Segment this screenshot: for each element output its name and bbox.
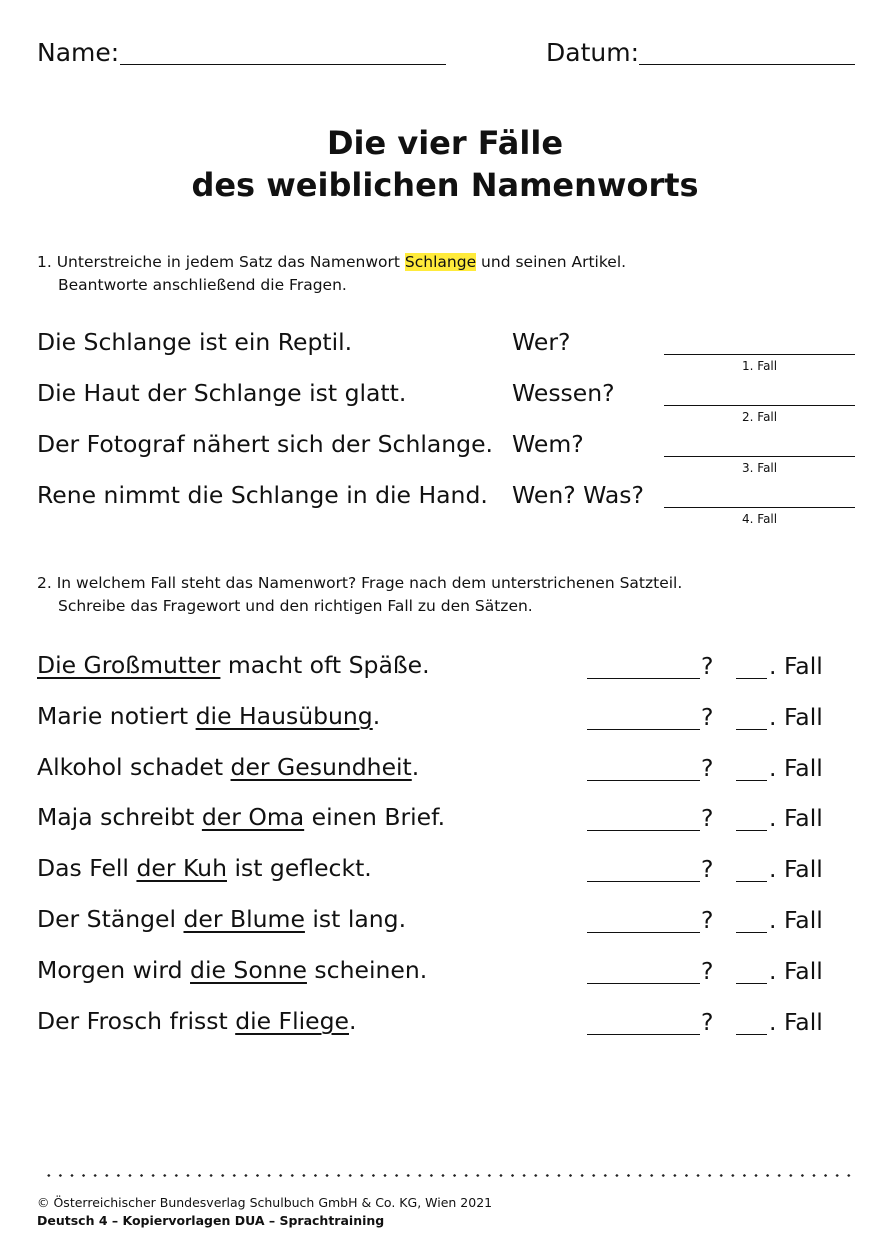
task1-case-label: 2. Fall [742, 410, 778, 424]
underlined-phrase: die Hausübung [195, 702, 373, 730]
question-mark: ? [701, 906, 714, 934]
sentence-pre: Alkohol schadet [37, 753, 231, 781]
task1-answer-line[interactable] [664, 507, 855, 508]
date-label: Datum: [546, 38, 639, 67]
underlined-phrase: der Blume [183, 905, 305, 933]
sentence-pre: Marie notiert [37, 702, 196, 730]
sentence-post: . [411, 753, 420, 781]
task1-question: Wessen? [512, 379, 615, 407]
task1-question: Wem? [512, 430, 584, 458]
task1-instruction-pre: 1. Unterstreiche in jedem Satz das Namenwort [37, 253, 405, 271]
sentence-post: . [372, 702, 381, 730]
case-number-line[interactable] [736, 780, 767, 781]
task1-sentence: Rene nimmt die Schlange in die Hand. [37, 481, 488, 509]
task2-sentence [37, 702, 380, 730]
sentence-post: macht oft Späße. [220, 651, 430, 679]
case-number-line[interactable] [736, 678, 767, 679]
sentence-pre: Das Fell [37, 854, 137, 882]
case-number-line[interactable] [736, 729, 767, 730]
page-title-line2: des weiblichen Namenworts [191, 166, 699, 204]
sentence-post: einen Brief. [304, 803, 446, 831]
dotted-separator [43, 1174, 853, 1177]
task1-question: Wer? [512, 328, 571, 356]
question-word-line[interactable] [587, 881, 700, 882]
case-number-line[interactable] [736, 983, 767, 984]
task1-answer-line[interactable] [664, 456, 855, 457]
underlined-phrase: die Sonne [190, 956, 307, 984]
fall-label: . Fall [769, 804, 823, 832]
task1-case-label: 4. Fall [742, 512, 778, 526]
footer-copyright: © Österreichischer Bundesverlag Schulbuch GmbH & Co. KG, Wien 2021 [37, 1195, 493, 1210]
question-mark: ? [701, 957, 714, 985]
date-write-line[interactable] [639, 64, 855, 65]
page-title-line1: Die vier Fälle [326, 124, 564, 162]
task1-case-label: 3. Fall [742, 461, 778, 475]
sentence-post: scheinen. [306, 956, 428, 984]
case-number-line[interactable] [736, 830, 767, 831]
task1-case-label: 1. Fall [742, 359, 778, 373]
fall-label: . Fall [769, 957, 823, 985]
task1-instruction [37, 251, 626, 274]
question-word-line[interactable] [587, 830, 700, 831]
question-word-line[interactable] [587, 729, 700, 730]
task1-instruction-line2: Beantworte anschließend die Fragen. [58, 276, 347, 294]
sentence-pre: Der Frosch frisst [37, 1007, 236, 1035]
task1-sentence: Der Fotograf nähert sich der Schlange. [37, 430, 494, 458]
task2-instruction: 2. In welchem Fall steht das Namenwort? Frage nach dem unterstrichenen Satzteil. [37, 574, 683, 592]
task2-sentence [37, 854, 372, 882]
question-word-line[interactable] [587, 780, 700, 781]
underlined-phrase: der Kuh [136, 854, 227, 882]
sentence-pre: Der Stängel [37, 905, 184, 933]
fall-label: . Fall [769, 703, 823, 731]
sentence-post: ist lang. [304, 905, 407, 933]
sentence-post: . [348, 1007, 357, 1035]
sentence-pre: Morgen wird [37, 956, 191, 984]
highlighted-noun: Schlange [404, 253, 477, 271]
underlined-phrase: der Gesundheit [230, 753, 412, 781]
name-label: Name: [37, 38, 120, 67]
fall-label: . Fall [769, 652, 823, 680]
underlined-phrase: der Oma [201, 803, 305, 831]
case-number-line[interactable] [736, 881, 767, 882]
question-mark: ? [701, 855, 714, 883]
question-mark: ? [701, 754, 714, 782]
question-mark: ? [701, 804, 714, 832]
task2-sentence [37, 956, 427, 984]
underlined-phrase: die Fliege [235, 1007, 349, 1035]
task1-question: Wen? Was? [512, 481, 645, 509]
task1-answer-line[interactable] [664, 405, 855, 406]
task2-sentence [37, 1007, 356, 1035]
question-mark: ? [701, 703, 714, 731]
fall-label: . Fall [769, 1008, 823, 1036]
task2-sentence [37, 905, 406, 933]
task2-instruction-line2: Schreibe das Fragewort und den richtigen Fall zu den Sätzen. [58, 597, 533, 615]
case-number-line[interactable] [736, 932, 767, 933]
task2-sentence [37, 753, 419, 781]
case-number-line[interactable] [736, 1034, 767, 1035]
question-mark: ? [701, 1008, 714, 1036]
task1-sentence: Die Schlange ist ein Reptil. [37, 328, 353, 356]
question-word-line[interactable] [587, 932, 700, 933]
sentence-post: ist gefleckt. [226, 854, 372, 882]
task1-instruction-post: und seinen Artikel. [476, 253, 627, 271]
fall-label: . Fall [769, 906, 823, 934]
sentence-pre: Maja schreibt [37, 803, 202, 831]
task1-answer-line[interactable] [664, 354, 855, 355]
fall-label: . Fall [769, 855, 823, 883]
underlined-phrase: Die Großmutter [37, 651, 221, 679]
name-write-line[interactable] [120, 64, 446, 65]
footer-book-title: Deutsch 4 – Kopiervorlagen DUA – Sprachtraining [37, 1213, 385, 1228]
question-word-line[interactable] [587, 1034, 700, 1035]
question-mark: ? [701, 652, 714, 680]
question-word-line[interactable] [587, 678, 700, 679]
task1-sentence: Die Haut der Schlange ist glatt. [37, 379, 407, 407]
task2-sentence [37, 803, 445, 831]
task2-sentence [37, 651, 430, 679]
question-word-line[interactable] [587, 983, 700, 984]
fall-label: . Fall [769, 754, 823, 782]
